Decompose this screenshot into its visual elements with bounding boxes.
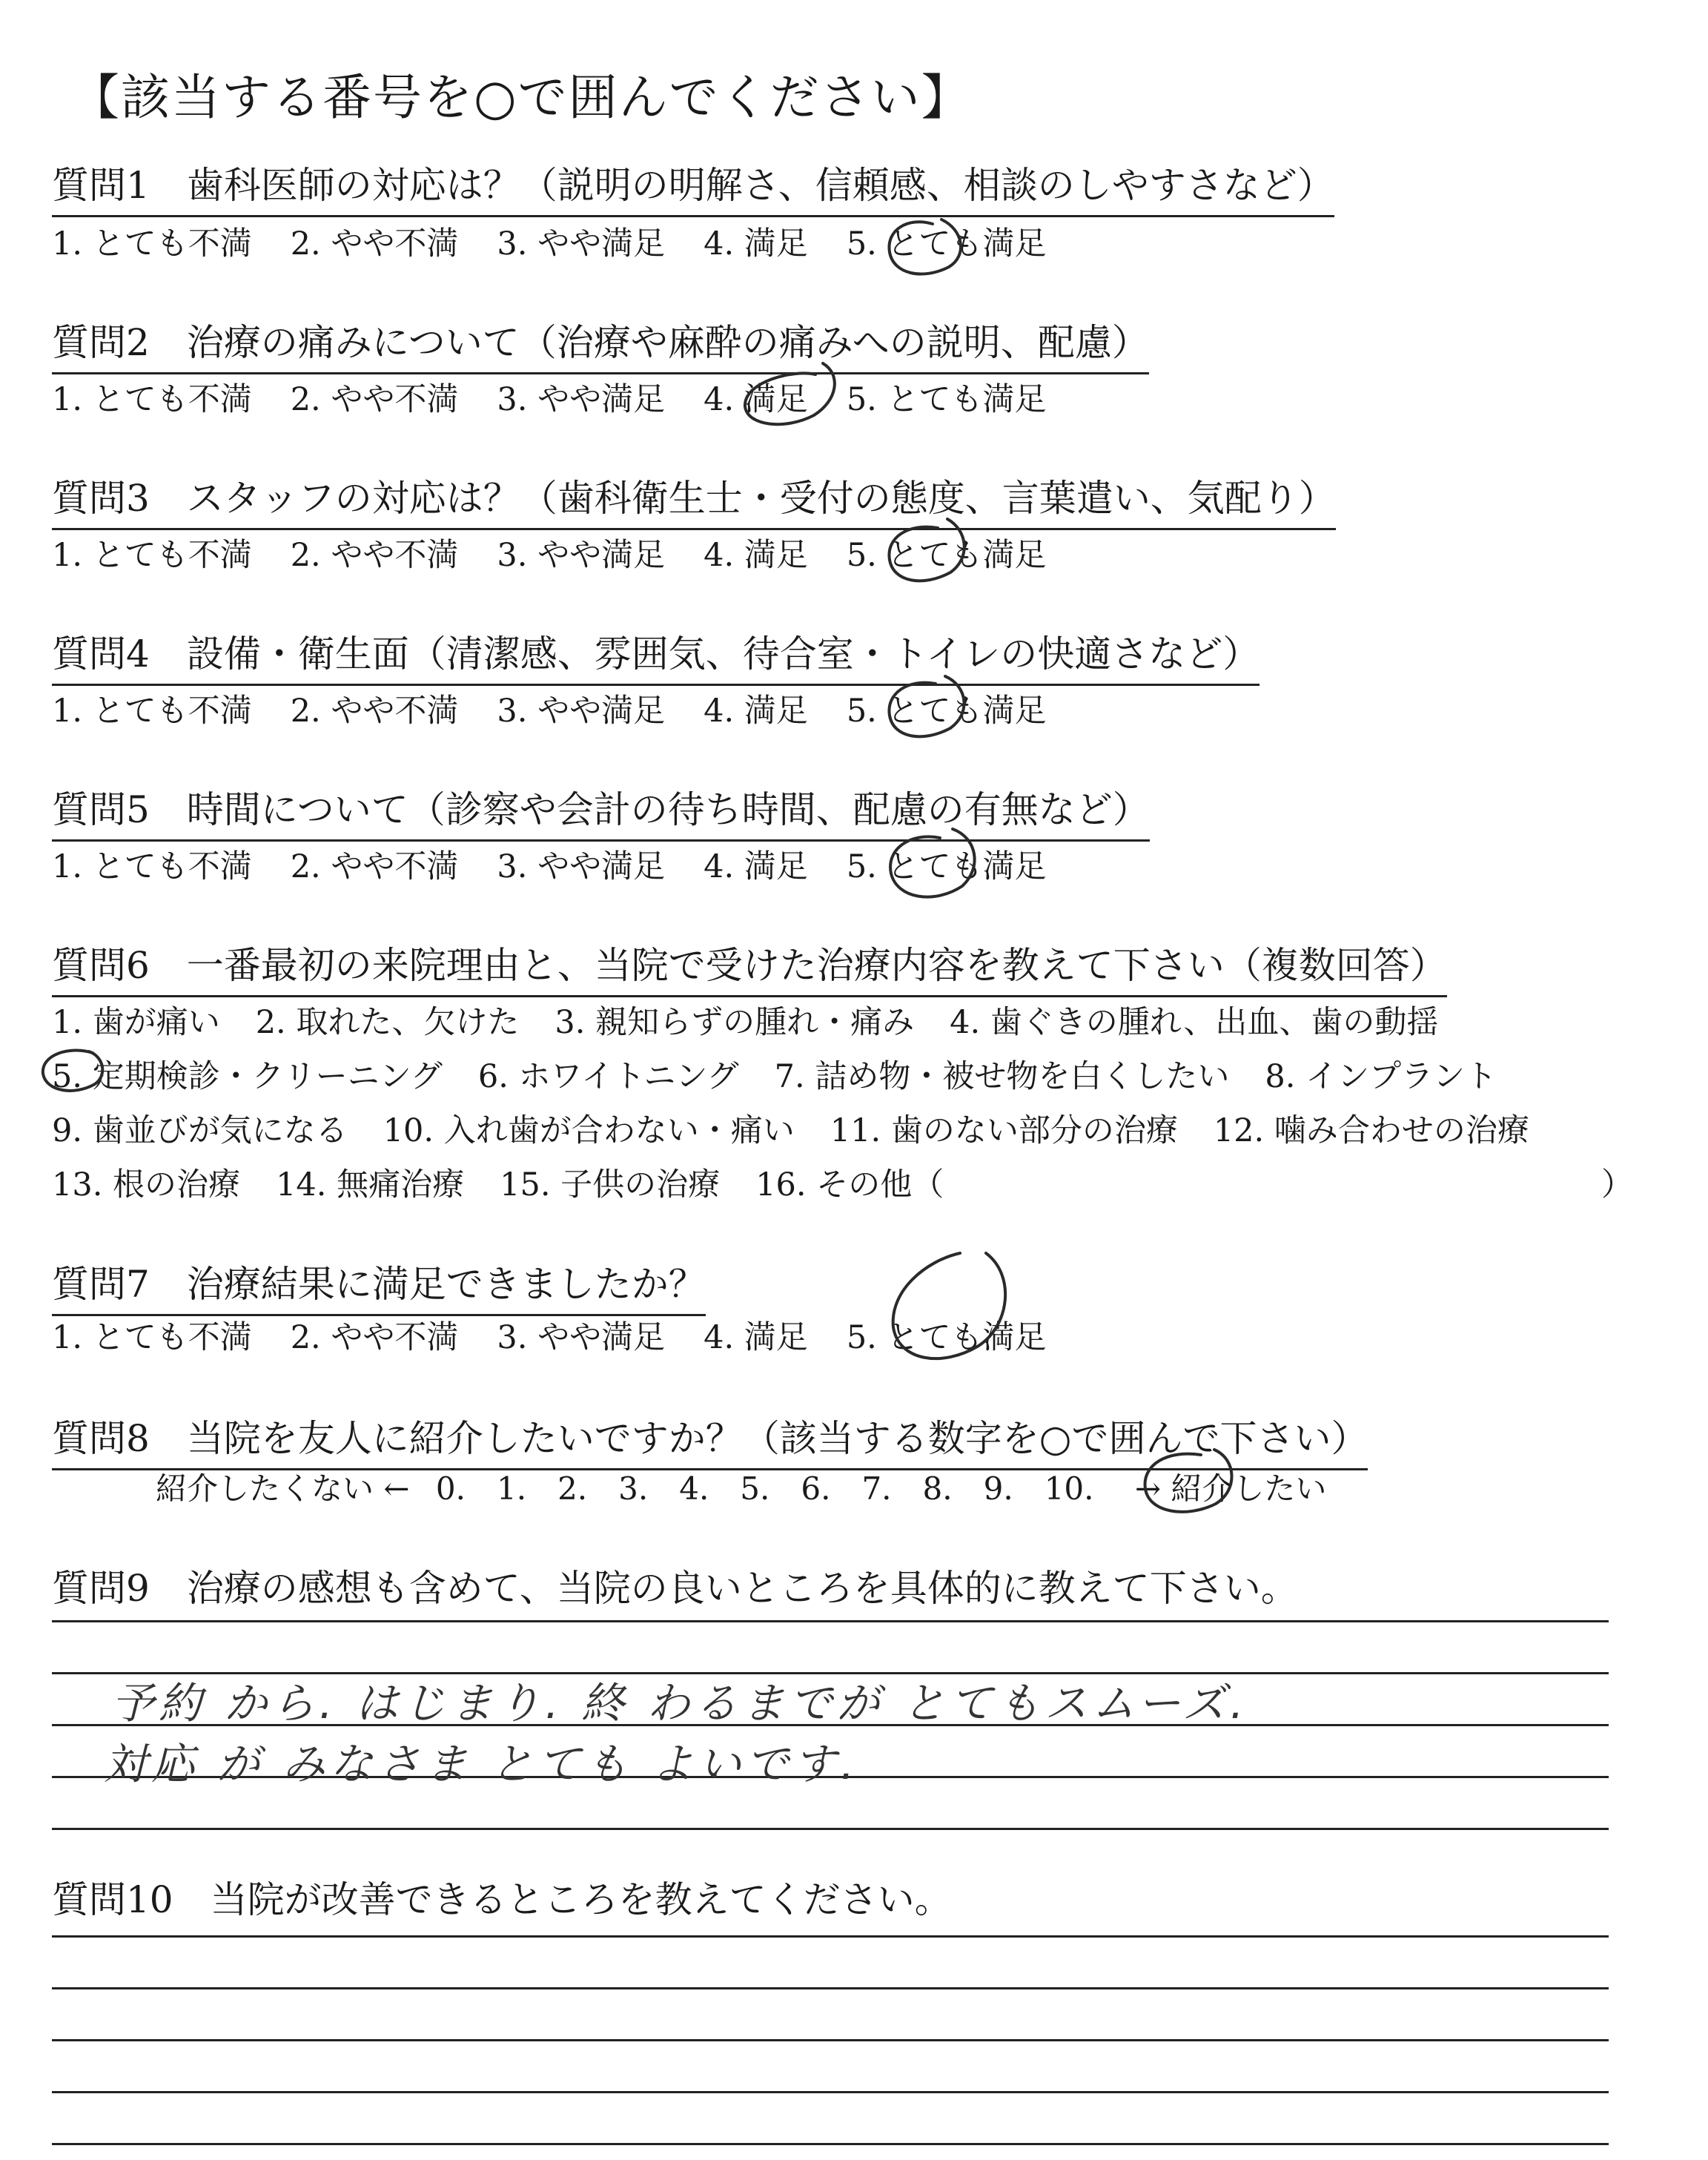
q2-option-4[interactable]: 4. 満足 [704, 381, 808, 418]
q6-row-3 [52, 1106, 1565, 1151]
q3-option-2[interactable]: 2. やや不満 [290, 537, 459, 574]
q6-option-5[interactable]: 5. 定期検診・クリーニング [52, 1058, 443, 1095]
q8-number-0[interactable]: 0. [435, 1470, 466, 1507]
question-4-options [52, 686, 1047, 731]
q6-option-16[interactable]: 16. その他（ [755, 1166, 944, 1203]
q4-option-4[interactable]: 4. 満足 [704, 693, 808, 730]
q8-number-9[interactable]: 9. [983, 1470, 1013, 1507]
q6-option-10[interactable]: 10. 入れ歯が合わない・痛い [383, 1112, 795, 1149]
q7-option-4[interactable]: 4. 満足 [704, 1319, 808, 1356]
question-2-heading: 質問2 治療の痛みについて（治療や麻酔の痛みへの説明、配慮） [52, 313, 1149, 374]
answer-line [52, 1935, 1609, 1938]
q6-option-1[interactable]: 1. 歯が痛い [52, 1004, 220, 1041]
q7-option-3[interactable]: 3. やや満足 [497, 1319, 666, 1356]
q8-number-8[interactable]: 8. [922, 1470, 953, 1507]
answer-line [52, 2091, 1609, 2093]
q6-option-2[interactable]: 2. 取れた、欠けた [255, 1004, 520, 1041]
q7-option-1[interactable]: 1. とても不満 [52, 1319, 252, 1356]
q7-option-2[interactable]: 2. やや不満 [290, 1319, 459, 1356]
q6-option-14[interactable]: 14. 無痛治療 [276, 1166, 465, 1203]
question-6-heading: 質問6 一番最初の来院理由と、当院で受けた治療内容を教えて下さい（複数回答） [52, 936, 1447, 997]
question-1-options [52, 219, 1047, 264]
q4-option-2[interactable]: 2. やや不満 [290, 693, 459, 730]
q8-number-4[interactable]: 4. [679, 1470, 709, 1507]
q8-scale [156, 1464, 1343, 1509]
q5-option-2[interactable]: 2. やや不満 [290, 848, 459, 885]
question-2-options [52, 374, 1047, 420]
q4-option-3[interactable]: 3. やや満足 [497, 693, 666, 730]
question-3-heading: 質問3 スタッフの対応は？（歯科衛生士・受付の態度、言葉遣い、気配り） [52, 469, 1336, 530]
answer-line [52, 2143, 1609, 2145]
q8-right-label: → 紹介したい [1134, 1470, 1327, 1507]
q6-option-9[interactable]: 9. 歯並びが気になる [52, 1112, 348, 1149]
answer-line [52, 1828, 1609, 1830]
q6-option-13[interactable]: 13. 根の治療 [52, 1166, 241, 1203]
q3-option-1[interactable]: 1. とても不満 [52, 537, 252, 574]
question-7-options [52, 1312, 1047, 1358]
q9-handwritten-answer-line-2[interactable]: 対応 が みなさま とても よいです. [104, 1739, 859, 1789]
q8-number-1[interactable]: 1. [496, 1470, 527, 1507]
question-1-heading: 質問1 歯科医師の対応は？（説明の明解さ、信頼感、相談のしやすさなど） [52, 156, 1334, 217]
q3-option-5[interactable]: 5. とても満足 [846, 537, 1047, 574]
q1-option-1[interactable]: 1. とても不満 [52, 225, 252, 262]
q6-option-6[interactable]: 6. ホワイトニング [477, 1058, 739, 1095]
q6-option-4[interactable]: 4. 歯ぐきの腫れ、出血、歯の動揺 [950, 1004, 1439, 1041]
q6-other-close-paren: ） [1601, 1166, 1633, 1203]
q8-number-2[interactable]: 2. [557, 1470, 588, 1507]
answer-line [52, 1620, 1609, 1622]
question-3-options [52, 530, 1047, 575]
page-title: 【該当する番号を○で囲んでください】 [70, 69, 972, 126]
q5-option-1[interactable]: 1. とても不満 [52, 848, 252, 885]
q6-option-15[interactable]: 15. 子供の治療 [500, 1166, 721, 1203]
q8-number-6[interactable]: 6. [801, 1470, 831, 1507]
q8-number-10[interactable]: 10. [1044, 1470, 1094, 1507]
question-8-heading: 質問8 当院を友人に紹介したいですか？（該当する数字を○で囲んで下さい） [52, 1409, 1368, 1470]
answer-line [52, 1987, 1609, 1989]
q6-row-2 [52, 1051, 1532, 1097]
q6-option-8[interactable]: 8. インプラント [1265, 1058, 1497, 1095]
answer-line [52, 2039, 1609, 2041]
q1-option-5[interactable]: 5. とても満足 [846, 225, 1047, 262]
q5-option-3[interactable]: 3. やや満足 [497, 848, 666, 885]
q5-option-4[interactable]: 4. 満足 [704, 848, 808, 885]
q9-handwritten-answer-line-1[interactable]: 予約 から. はじまり. 終 わるまでが とてもスムーズ. [111, 1678, 1248, 1728]
q3-option-3[interactable]: 3. やや満足 [497, 537, 666, 574]
q6-option-11[interactable]: 11. 歯のない部分の治療 [830, 1112, 1178, 1149]
q1-option-4[interactable]: 4. 満足 [704, 225, 808, 262]
question-5-options [52, 842, 1047, 887]
q4-option-1[interactable]: 1. とても不満 [52, 693, 252, 730]
q4-option-5[interactable]: 5. とても満足 [846, 693, 1047, 730]
question-9-heading: 質問9 治療の感想も含めて、当院の良いところを具体的に教えて下さい。 [52, 1567, 1298, 1610]
q3-option-4[interactable]: 4. 満足 [704, 537, 808, 574]
q2-option-2[interactable]: 2. やや不満 [290, 381, 459, 418]
q6-option-3[interactable]: 3. 親知らずの腫れ・痛み [555, 1004, 915, 1041]
q1-option-3[interactable]: 3. やや満足 [497, 225, 666, 262]
question-4-heading: 質問4 設備・衛生面（清潔感、雰囲気、待合室・トイレの快適さなど） [52, 624, 1260, 686]
q8-left-label: 紹介したくない ← [156, 1470, 410, 1507]
q2-option-1[interactable]: 1. とても不満 [52, 381, 252, 418]
q6-option-7[interactable]: 7. 詰め物・被せ物を白くしたい [774, 1058, 1230, 1095]
q8-number-5[interactable]: 5. [740, 1470, 770, 1507]
q7-option-5[interactable]: 5. とても満足 [846, 1319, 1047, 1356]
q6-option-12[interactable]: 12. 噛み合わせの治療 [1213, 1112, 1529, 1149]
question-7-heading: 質問7 治療結果に満足できましたか？ [52, 1255, 706, 1316]
q1-option-2[interactable]: 2. やや不満 [290, 225, 459, 262]
q2-option-5[interactable]: 5. とても満足 [846, 381, 1047, 418]
q5-option-5[interactable]: 5. とても満足 [846, 848, 1047, 885]
q8-number-7[interactable]: 7. [861, 1470, 892, 1507]
question-5-heading: 質問5 時間について（診察や会計の待ち時間、配慮の有無など） [52, 780, 1150, 842]
q8-number-3[interactable]: 3. [618, 1470, 649, 1507]
q2-option-3[interactable]: 3. やや満足 [497, 381, 666, 418]
q6-row-4 [52, 1160, 979, 1205]
q6-row-1 [52, 997, 1474, 1043]
question-10-heading: 質問10 当院が改善できるところを教えてください。 [52, 1878, 952, 1921]
